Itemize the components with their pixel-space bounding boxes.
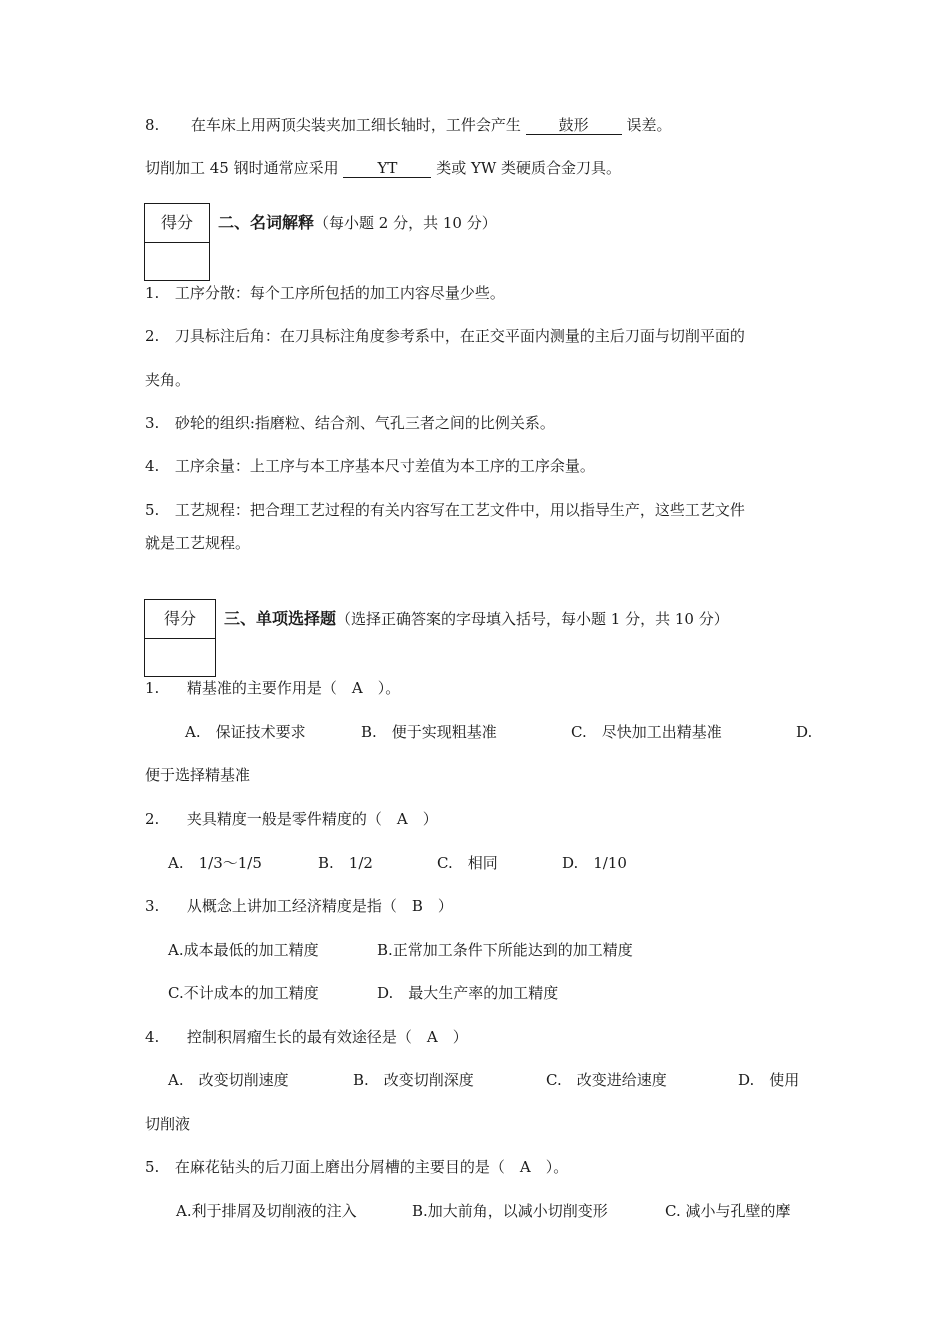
question-9	[145, 158, 621, 178]
question-1: 1. 精基准的主要作用是（ A ）。	[145, 679, 401, 697]
section-title: 二、名词解释	[218, 213, 315, 232]
option-d: D.	[796, 723, 813, 741]
list-item: 1. 工序分散：每个工序所包括的加工内容尽量少些。	[145, 284, 505, 302]
option-b: B. 便于实现粗基准	[361, 723, 497, 741]
list-item: 5. 工艺规程：把合理工艺过程的有关内容写在工艺文件中，用以指导生产，这些工艺文件	[145, 501, 745, 519]
question-2: 2. 夹具精度一般是零件精度的（ A ）	[145, 810, 438, 828]
score-box	[144, 599, 216, 677]
list-item: 3. 砂轮的组织:指磨粒、结合剂、气孔三者之间的比例关系。	[145, 414, 555, 432]
option-d-continued: 切削液	[145, 1115, 191, 1133]
option-d: D. 1/10	[562, 854, 627, 872]
question-text: 在车床上用两顶尖装夹加工细长轴时，工件会产生	[190, 116, 521, 134]
question-number: 8.	[145, 116, 160, 134]
question-text: 切削加工 45 钢时通常应采用	[145, 159, 339, 177]
option-b: B.加大前角，以减小切削变形	[412, 1202, 608, 1220]
option-a: A. 1/3～1/5	[168, 854, 262, 872]
list-item-continued: 夹角。	[145, 371, 191, 389]
option-b: B. 改变切削深度	[353, 1071, 474, 1089]
option-a: A.成本最低的加工精度	[168, 941, 319, 959]
option-c: C. 减小与孔壁的摩	[665, 1202, 791, 1220]
section-heading	[218, 213, 497, 233]
section-title: 三、单项选择题	[224, 609, 337, 628]
section-heading	[224, 609, 729, 629]
option-c: C. 改变进给速度	[546, 1071, 667, 1089]
question-4: 4. 控制积屑瘤生长的最有效途径是（ A ）	[145, 1028, 468, 1046]
option-d: D. 最大生产率的加工精度	[377, 984, 559, 1002]
score-label: 得分	[145, 600, 215, 639]
question-text-end: 类或 YW 类硬质合金刀具。	[436, 159, 622, 177]
option-a: A.利于排屑及切削液的注入	[176, 1202, 357, 1220]
question-5: 5. 在麻花钻头的后刀面上磨出分屑槽的主要目的是（ A ）。	[145, 1158, 569, 1176]
question-text-end: 误差。	[626, 116, 672, 134]
score-box	[144, 203, 210, 281]
option-d: D. 使用	[738, 1071, 800, 1089]
option-d-continued: 便于选择精基准	[145, 766, 251, 784]
option-b: B.正常加工条件下所能达到的加工精度	[377, 941, 633, 959]
list-item-continued: 就是工艺规程。	[145, 534, 251, 552]
answer-blank: 鼓形	[526, 116, 622, 135]
option-c: C. 相同	[437, 854, 498, 872]
list-item: 4. 工序余量：上工序与本工序基本尺寸差值为本工序的工序余量。	[145, 457, 595, 475]
option-a: A. 改变切削速度	[168, 1071, 289, 1089]
list-item: 2. 刀具标注后角：在刀具标注角度参考系中，在正交平面内测量的主后刀面与切削平面的	[145, 327, 745, 345]
answer-blank: YT	[343, 159, 431, 178]
option-c: C.不计成本的加工精度	[168, 984, 319, 1002]
option-b: B. 1/2	[318, 854, 373, 872]
score-label: 得分	[145, 204, 209, 243]
section-note: （每小题 2 分，共 10 分）	[314, 214, 497, 232]
option-a: A. 保证技术要求	[185, 723, 306, 741]
question-8	[145, 115, 671, 135]
section-note: （选择正确答案的字母填入括号，每小题 1 分，共 10 分）	[336, 610, 729, 628]
question-3: 3. 从概念上讲加工经济精度是指（ B ）	[145, 897, 453, 915]
option-c: C. 尽快加工出精基准	[571, 723, 722, 741]
